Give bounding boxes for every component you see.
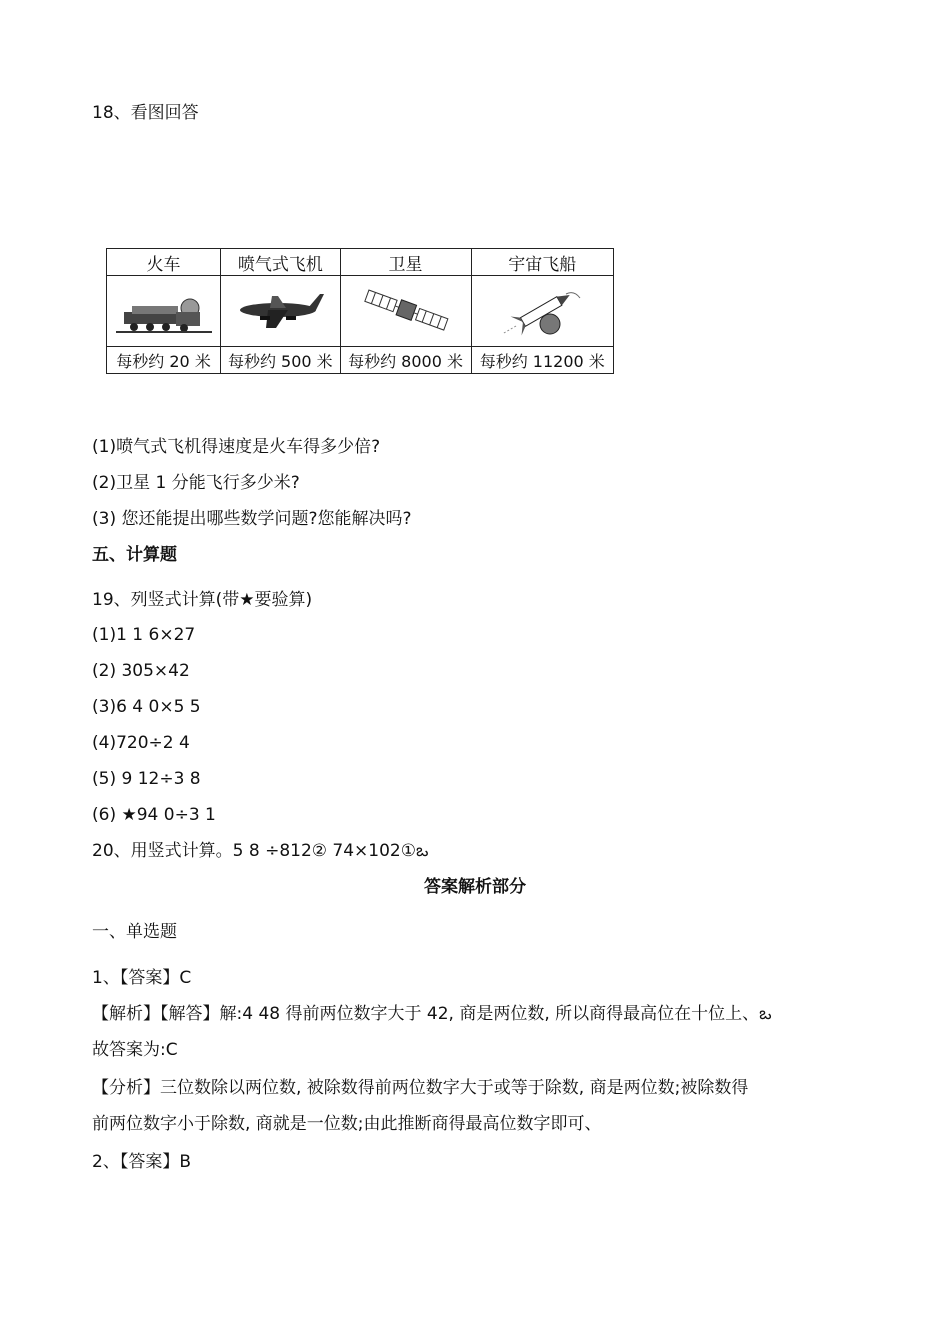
question-19-item-4: (4)720÷2 4 [92, 733, 190, 753]
satellite-icon [356, 286, 456, 336]
jet-plane-icon [230, 286, 330, 336]
answer-1-note-line-1: 【分析】三位数除以两位数, 被除数得前两位数字大于或等于除数, 商是两位数;被除数得 [92, 1078, 749, 1098]
satellite-cell [340, 276, 471, 347]
header-train: 火车 [107, 249, 221, 276]
answer-1-analysis-line-1: 【解析】【解答】解:4 48 得前两位数字大于 42, 商是两位数, 所以商得最高位在十位上、ఒ [92, 1004, 772, 1024]
speed-satellite: 每秒约 8000 米 [340, 347, 471, 374]
answers-heading: 答案解析部分 [424, 877, 526, 897]
spaceship-cell [471, 276, 613, 347]
header-satellite: 卫星 [340, 249, 471, 276]
answer-1-note-line-2: 前两位数字小于除数, 商就是一位数;由此推断商得最高位数字即可、 [92, 1114, 602, 1134]
question-18-title: 18、看图回答 [92, 103, 199, 123]
train-icon [114, 286, 214, 336]
question-18-part-2: (2)卫星 1 分能飞行多少米? [92, 473, 300, 493]
question-20: 20、用竖式计算。5 8 ÷812② 74×102①ఒ [92, 841, 429, 861]
question-19-item-6: (6) ★94 0÷3 1 [92, 805, 216, 825]
answer-2: 2、【答案】B [92, 1152, 191, 1172]
section-5-title: 五、计算题 [92, 545, 177, 565]
speed-train: 每秒约 20 米 [107, 347, 221, 374]
question-18-part-1: (1)喷气式飞机得速度是火车得多少倍? [92, 437, 381, 457]
question-18-part-3: (3) 您还能提出哪些数学问题?您能解决吗? [92, 509, 412, 529]
question-19-item-5: (5) 9 12÷3 8 [92, 769, 201, 789]
question-19-item-1: (1)1 1 6×27 [92, 625, 196, 645]
jet-plane-cell [221, 276, 340, 347]
speed-jet-plane: 每秒约 500 米 [221, 347, 340, 374]
speed-spaceship: 每秒约 11200 米 [471, 347, 613, 374]
question-19-title: 19、列竖式计算(带★要验算) [92, 590, 313, 610]
answer-1: 1、【答案】C [92, 968, 192, 988]
answer-1-analysis-line-2: 故答案为:C [92, 1040, 178, 1060]
train-cell [107, 276, 221, 347]
speed-table [106, 248, 614, 374]
answers-section-1: 一、单选题 [92, 922, 177, 942]
question-19-item-2: (2) 305×42 [92, 661, 190, 681]
question-19-item-3: (3)6 4 0×5 5 [92, 697, 201, 717]
header-spaceship: 宇宙飞船 [471, 249, 613, 276]
header-jet-plane: 喷气式飞机 [221, 249, 340, 276]
spaceship-icon [492, 286, 592, 336]
